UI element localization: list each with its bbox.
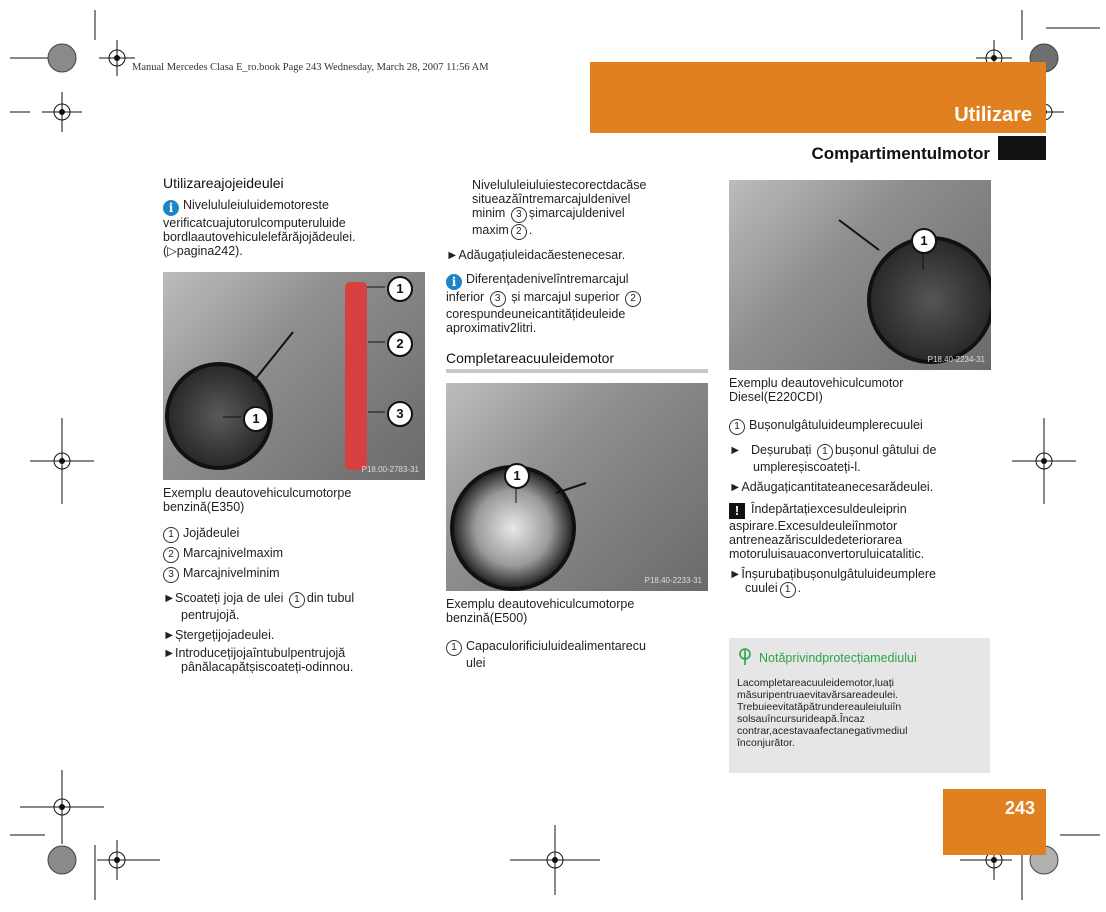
environment-note (729, 638, 990, 773)
info-icon: i (163, 200, 179, 216)
callout-2-max-mark: 2 (387, 331, 413, 357)
legend-text: Marcajnivelmaxim (183, 546, 284, 560)
info-text: inferior 3 și marcajul superior 2 (446, 290, 708, 307)
instruction-step (163, 591, 425, 622)
engine-photo-e220cdi (729, 180, 991, 370)
legend-item (163, 526, 425, 543)
arrow-bullet-icon: ► (163, 628, 176, 642)
engine-photo-e350 (163, 272, 425, 480)
callout-3-min-mark: 3 (387, 401, 413, 427)
page-number: 243 (1004, 798, 1035, 818)
step-text: Înșurubațibușonulgâtuluideumplere (741, 567, 936, 581)
arrow-bullet-icon: ► (163, 646, 176, 660)
instruction-step (729, 480, 991, 494)
note-line: Trebuieevitatăpătrundereauleiuluiîn (737, 701, 902, 713)
step-text: din tubul (306, 591, 355, 605)
callout-leader-lines (163, 272, 425, 480)
warning-icon: ! (729, 503, 745, 519)
heading-dipstick-use: Utilizareajojeideulei (163, 175, 284, 191)
instruction-step (163, 628, 425, 642)
step-text: pânălacapătșiscoateți-odinnou. (181, 660, 354, 674)
callout-1-cap: 1 (911, 228, 937, 254)
paragraph-line: maxim 2 . (472, 223, 708, 240)
photo-code: P18.40-2233-31 (644, 576, 702, 585)
warning-text: aspirare.Excesuldeuleiînmotor (729, 519, 898, 533)
legend-list (163, 526, 425, 583)
caption-line: Diesel(E220CDI) (729, 390, 823, 404)
paragraph-line: Nivelululeiuluiestecorectdacăse (472, 178, 647, 192)
legend-item (163, 566, 425, 583)
info-text: corespundeuneicantitățideuleide (446, 307, 626, 321)
instruction-step (729, 443, 991, 474)
inline-number: 3 (490, 291, 506, 307)
section-title: Compartimentulmotor (811, 144, 990, 163)
inline-number: 2 (511, 224, 527, 240)
column-1 (163, 176, 425, 674)
section-marker (998, 136, 1046, 160)
column-3 (729, 180, 991, 598)
legend-number: 1 (729, 419, 745, 435)
instruction-step (163, 646, 425, 674)
callout-1-cap: 1 (504, 463, 530, 489)
photo-caption (446, 597, 708, 625)
info-text: Diferențadenivelîntremarcajul (466, 272, 629, 286)
callout-leader-lines (729, 180, 991, 370)
arrow-bullet-icon: ► (163, 591, 176, 605)
inline-number: 1 (780, 582, 796, 598)
paragraph-line: minim 3 șimarcajuldenivel (472, 206, 708, 223)
info-note-text: Nivelululeiuluidemotoreste verificatcuajutorulcomputeruluide bordlaautovehiculelefărăjojădeulei. (▷pagina242). (163, 198, 356, 258)
callout-leader-lines (446, 383, 708, 591)
note-line: Lacompletareacuuleidemotor,luați (737, 677, 895, 689)
inline-number: 3 (511, 207, 527, 223)
arrow-bullet-icon: ► (729, 480, 742, 494)
photo-caption (729, 376, 991, 404)
environment-note-title: Notăprivindprotecțiamediului (759, 651, 917, 665)
step-text: Adăugațiuleidacăestenecesar. (458, 248, 626, 262)
legend-text: Bușonulgâtuluideumplerecuulei (749, 418, 923, 432)
step-text: cuulei 1 . (729, 581, 991, 598)
legend-number: 1 (163, 527, 179, 543)
warning-text: Îndepărtațiexcesuldeuleiprin (751, 502, 907, 516)
legend-text: ulei (466, 656, 486, 670)
legend-text: Capaculorificiuluidealimentarecu (466, 639, 646, 653)
photo-code: P18.00-2783-31 (361, 465, 419, 474)
info-note (163, 198, 425, 258)
warning-text: antreneazărisculdedeteriorarea (729, 533, 903, 547)
environment-note-body (729, 673, 990, 753)
warning-text: motoruluisauaconvertoruluicatalitic. (729, 547, 925, 561)
note-line: măsuripentruaevitavărsareadeulei. (737, 689, 899, 701)
photo-code: P18.40-2234-31 (927, 355, 985, 364)
instruction-step (446, 248, 708, 262)
instruction-step (729, 567, 991, 598)
legend-item (163, 546, 425, 563)
heading-rule (446, 369, 708, 373)
caption-line: benzină(E500) (446, 611, 528, 625)
caption-line: Exemplu deautovehiculcumotorpe (163, 486, 352, 500)
step-text: pentrujojă. (181, 608, 240, 622)
book-file-header: Manual Mercedes Clasa E_ro.book Page 243 Wednesday, March 28, 2007 11:56 AM (132, 62, 489, 73)
legend-text: Marcajnivelminim (183, 566, 280, 580)
note-line: solsauîncursurideapă.Încaz (737, 713, 865, 725)
legend-number: 2 (163, 547, 179, 563)
environment-note-header (729, 638, 990, 673)
step-text: Deșurubați (751, 443, 812, 457)
legend-number: 1 (446, 640, 462, 656)
caption-line: benzină(E350) (163, 500, 245, 514)
legend-item (729, 418, 991, 435)
note-line: contrar,acestavaafectanegativmediul (737, 725, 908, 737)
chapter-tab-label: Utilizare (954, 104, 1032, 126)
info-icon: i (446, 274, 462, 290)
step-text: umplereșiscoateți-l. (753, 460, 861, 474)
engine-photo-e500 (446, 383, 708, 591)
step-text: Scoateți joja de ulei (175, 591, 284, 605)
level-paragraph (446, 178, 708, 240)
heading-oil-refill: Completareacuuleidemotor (446, 350, 615, 366)
column-2 (446, 178, 708, 670)
info-text: aproximativ2litri. (446, 321, 537, 335)
caption-line: Exemplu deautovehiculcumotor (729, 376, 904, 390)
step-text: Introducețijojaîntubulpentrujojă (175, 646, 346, 660)
legend-text: Jojădeulei (183, 526, 240, 540)
legend-item (446, 639, 708, 670)
callout-1-dipstick: 1 (387, 276, 413, 302)
inline-number: 1 (289, 592, 305, 608)
caption-line: Exemplu deautovehiculcumotorpe (446, 597, 635, 611)
info-note (446, 272, 708, 335)
warning-note (729, 502, 991, 561)
callout-1-inset: 1 (243, 406, 269, 432)
photo-caption (163, 486, 425, 514)
arrow-bullet-icon: ► (729, 443, 742, 457)
inline-number: 2 (625, 291, 641, 307)
note-line: înconjurător. (737, 737, 795, 749)
step-text: Ștergețijojadeulei. (175, 628, 275, 642)
arrow-bullet-icon: ► (729, 567, 742, 581)
step-text: bușonul gâtului de (834, 443, 937, 457)
plant-leaf-icon (737, 648, 753, 666)
arrow-bullet-icon: ► (446, 248, 459, 262)
paragraph-line: situeazăîntremarcajuldenivel (472, 192, 631, 206)
legend-number: 3 (163, 567, 179, 583)
step-text: Adăugațicantitateanecesarădeulei. (741, 480, 934, 494)
inline-number: 1 (817, 444, 833, 460)
